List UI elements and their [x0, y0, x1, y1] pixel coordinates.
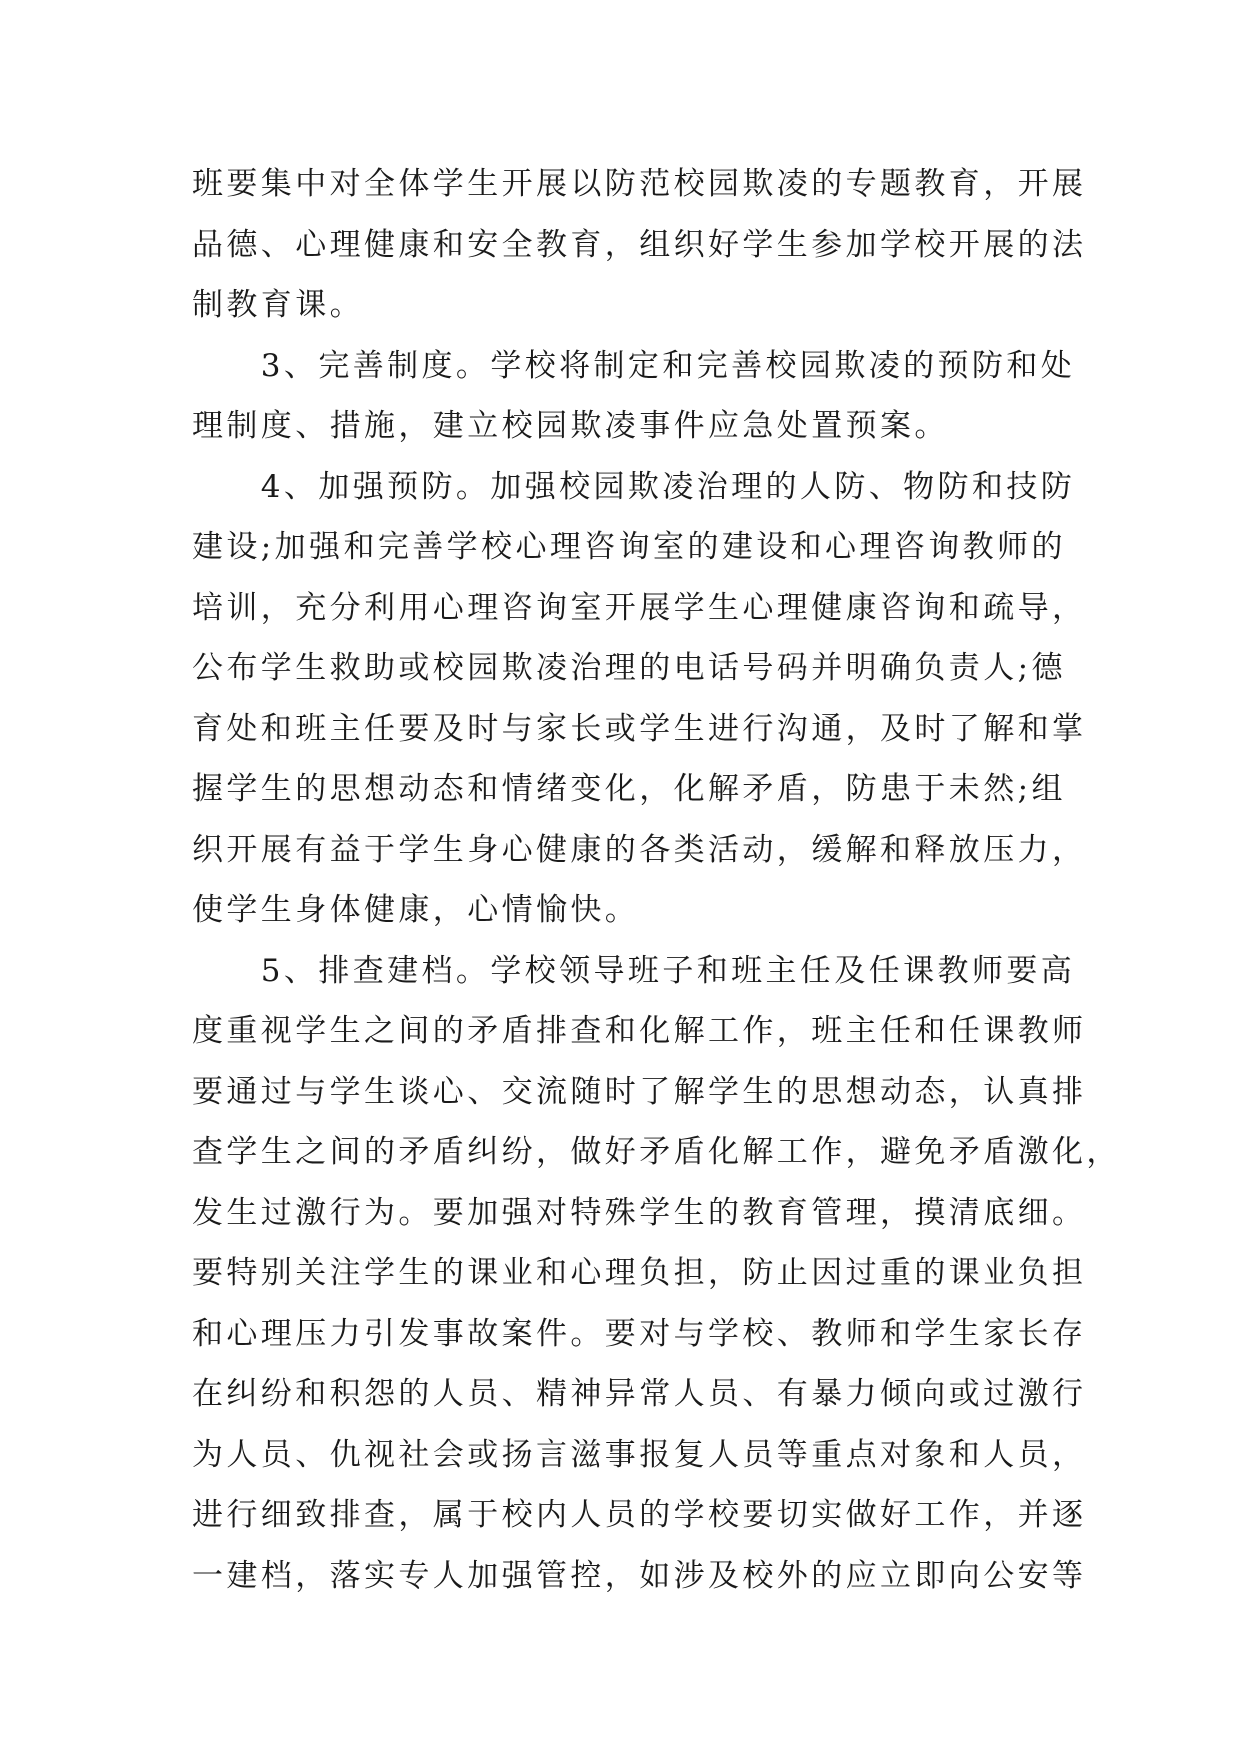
text-line: 查学生之间的矛盾纠纷，做好矛盾化解工作，避免矛盾激化， [192, 1134, 1121, 1170]
text-line: 4、加强预防。加强校园欺凌治理的人防、物防和技防 [192, 468, 1076, 505]
text-line: 握学生的思想动态和情绪变化，化解矛盾，防患于未然;组 [192, 771, 1066, 807]
paragraph-2 [192, 336, 1076, 457]
text-line: 要通过与学生谈心、交流随时了解学生的思想动态，认真排 [192, 1073, 1087, 1110]
text-line: 公布学生救助或校园欺凌治理的电话号码并明确负责人;德 [192, 650, 1066, 686]
text-line: 育处和班主任要及时与家长或学生进行沟通，及时了解和掌 [192, 710, 1087, 747]
text-line: 3、完善制度。学校将制定和完善校园欺凌的预防和处 [192, 347, 1076, 384]
text-line: 在纠纷和积怨的人员、精神异常人员、有暴力倾向或过激行 [192, 1376, 1087, 1412]
text-line: 为人员、仇视社会或扬言滋事报复人员等重点对象和人员， [192, 1436, 1087, 1473]
text-line: 要特别关注学生的课业和心理负担，防止因过重的课业负担 [192, 1255, 1087, 1291]
text-line: 理制度、措施，建立校园欺凌事件应急处置预案。 [192, 408, 949, 444]
text-line: 发生过激行为。要加强对特殊学生的教育管理，摸清底细。 [192, 1194, 1087, 1231]
text-line: 班要集中对全体学生开展以防范校园欺凌的专题教育，开展 [192, 166, 1087, 202]
text-line: 织开展有益于学生身心健康的各类活动，缓解和释放压力， [192, 831, 1087, 868]
paragraph-4 [192, 941, 1121, 1607]
text-line: 和心理压力引发事故案件。要对与学校、教师和学生家长存 [192, 1315, 1087, 1352]
paragraph-1 [192, 154, 1087, 336]
text-line: 建设;加强和完善学校心理咨询室的建设和心理咨询教师的 [192, 529, 1066, 565]
text-line: 品德、心理健康和安全教育，组织好学生参加学校开展的法 [192, 226, 1087, 263]
text-line: 制教育课。 [192, 287, 364, 323]
text-line: 进行细致排查，属于校内人员的学校要切实做好工作，并逐 [192, 1497, 1087, 1533]
text-line: 一建档，落实专人加强管控，如涉及校外的应立即向公安等 [192, 1557, 1087, 1594]
text-line: 5、排查建档。学校领导班子和班主任及任课教师要高 [192, 952, 1076, 989]
text-line: 度重视学生之间的矛盾排查和化解工作，班主任和任课教师 [192, 1013, 1087, 1049]
text-line: 使学生身体健康，心情愉快。 [192, 892, 640, 928]
paragraph-3 [192, 457, 1087, 941]
text-line: 培训，充分利用心理咨询室开展学生心理健康咨询和疏导， [192, 589, 1087, 626]
body-text [192, 154, 1121, 1606]
